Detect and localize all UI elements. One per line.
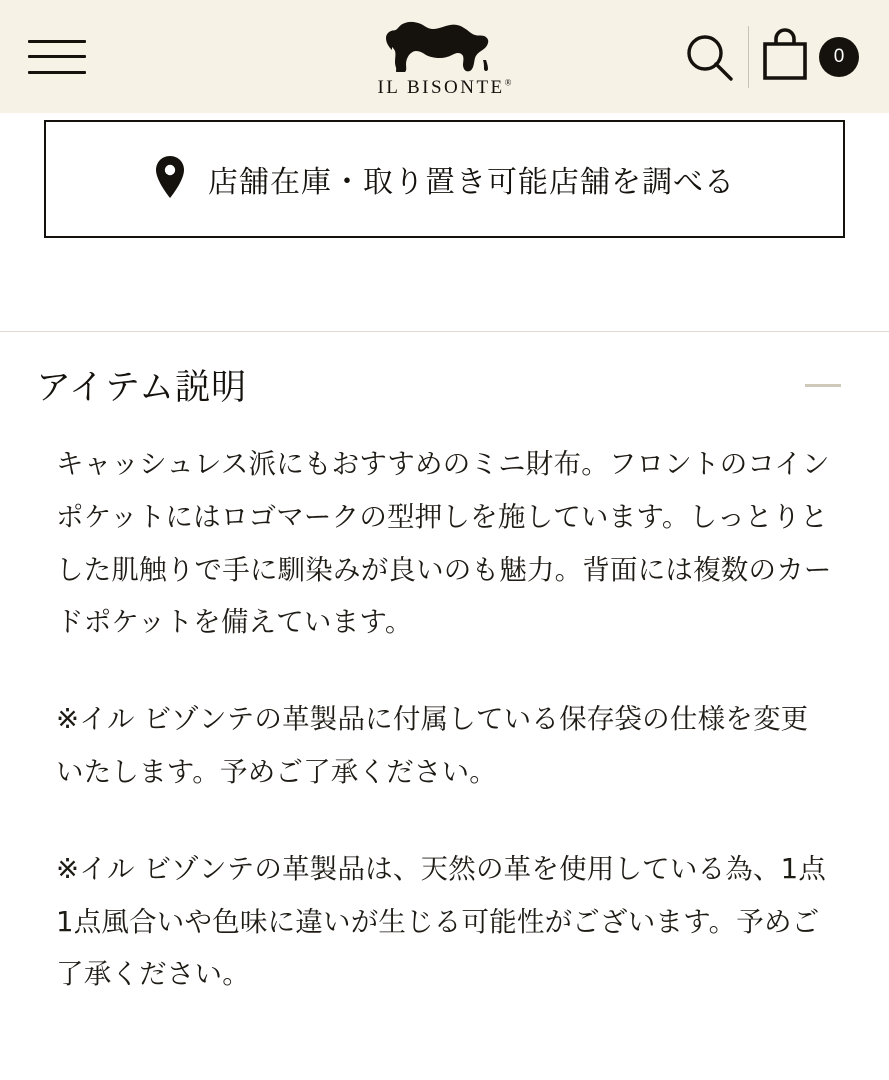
header-divider [748,26,749,88]
store-stock-section [0,113,889,238]
description-paragraph: ※イル ビゾンテの革製品は、天然の革を使用している為、1点1点風合いや色味に違いが生じる可能性がございます。予めご了承ください。 [56,852,827,991]
item-description-title: アイテム説明 [36,368,248,408]
store-stock-button[interactable] [44,120,845,238]
site-logo[interactable] [370,10,520,99]
section-spacer [0,238,889,331]
hamburger-bar [28,71,86,74]
item-description-accordion-header[interactable] [36,332,853,438]
description-paragraph: キャッシュレス派にもおすすめのミニ財布。フロントのコインポケットにはロゴマークの型押しを施しています。しっとりとした肌触りで手に馴染みが良いのも魅力。背面には複数のカードポケットを備えています。 [56,448,832,639]
registered-mark: ® [504,77,512,88]
shopping-bag-icon [759,26,811,87]
bison-logo-icon [370,10,520,76]
hamburger-menu-icon[interactable] [28,40,86,74]
map-pin-icon [154,155,186,204]
item-description-section [0,332,889,1001]
header-actions [672,26,861,88]
brand-wordmark: IL BISONTE® [377,77,512,98]
hamburger-bar [28,55,86,58]
description-paragraph: ※イル ビゾンテの革製品に付属している保存袋の仕様を変更いたします。予めご了承ください。 [56,703,809,788]
search-icon[interactable] [672,30,746,84]
site-header [0,0,889,113]
store-stock-label: 店舗在庫・取り置き可能店舗を調べる [208,165,735,200]
cart-count-badge: 0 [819,37,859,77]
cart-button[interactable] [759,26,861,87]
item-description-body [36,438,853,1001]
hamburger-bar [28,40,86,43]
minus-icon[interactable] [805,384,841,387]
